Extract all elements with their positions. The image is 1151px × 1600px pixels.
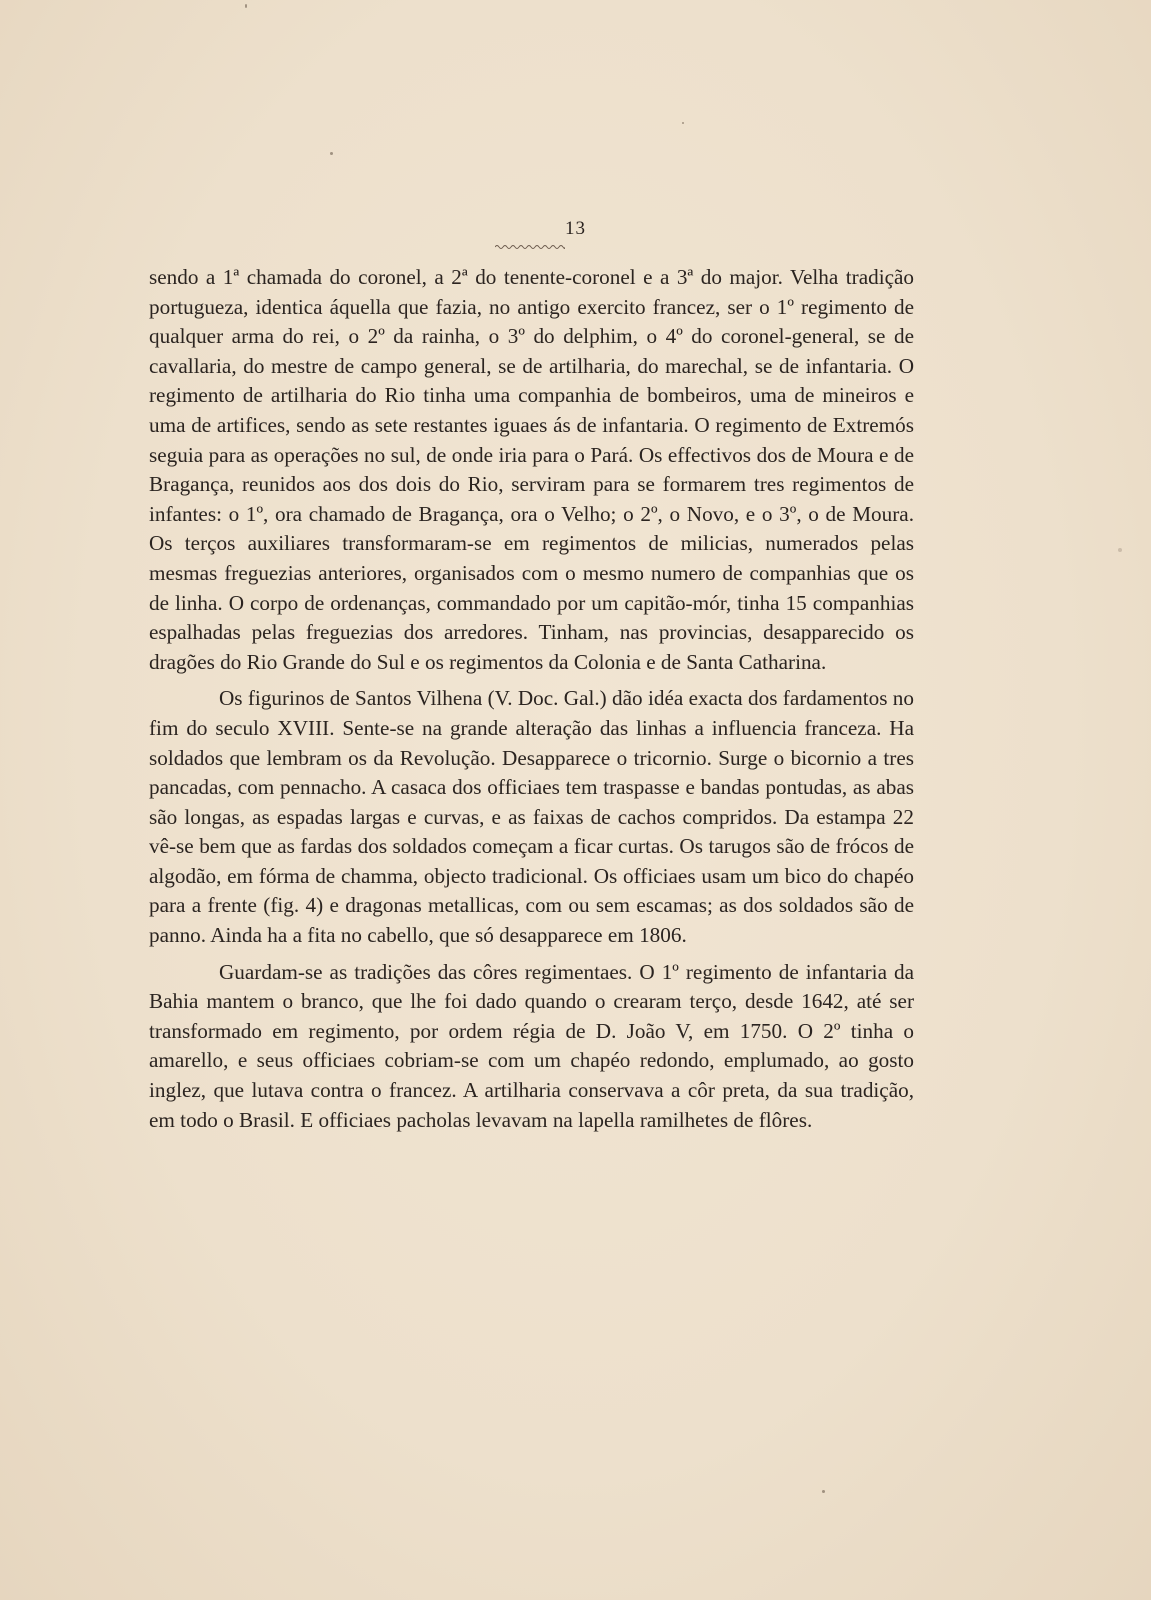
paper-speck — [682, 122, 684, 124]
paragraph-2: Os figurinos de Santos Vilhena (V. Doc. Gal.) dão idéa exacta dos fardamentos no fim do seculo XVIII. Sente-se na grande alteração das linhas a influencia franceza. Ha soldados que lembram os da Revolução. Desapparece o tricornio. Surge o bicornio a tres pancadas, com pennacho. A casaca dos officiaes tem traspasse e bandas pontudas, as abas são longas, as espadas largas e curvas, e as faixas de cachos compridos. Da estampa 22 vê-se bem que as fardas dos soldados começam a ficar curtas. Os tarugos são de frócos de algodão, em fórma de chamma, objecto tradicional. Os officiaes usam um bico do chapéo para a frente (fig. 4) e dragonas metallicas, com ou sem escamas; as dos soldados são de panno. Ainda ha a fita no cabello, que só desapparece em 1806. — [149, 686, 914, 948]
paper-speck — [822, 1490, 825, 1493]
page-number: 13 — [565, 218, 586, 239]
paragraph-3: Guardam-se as tradições das côres regimentaes. O 1º regimento de infantaria da Bahia mantem o branco, que lhe foi dado quando o crearam terço, desde 1642, até ser transformado em regimento, por ordem régia de D. João V, em 1750. O 2º tinha o amarello, e seus officiaes cobriam-se com um chapéo redondo, emplumado, ao gosto inglez, que lutava contra o francez. A artilharia conservava a côr preta, da sua tradição, em todo o Brasil. E officiaes pacholas levavam na lapella ramilhetes de flôres. — [149, 959, 914, 1132]
body-text — [149, 263, 914, 1142]
paper-speck — [245, 4, 247, 8]
paper-speck — [330, 152, 333, 155]
paragraph-1: sendo a 1ª chamada do coronel, a 2ª do tenente-coronel e a 3ª do major. Velha tradição portugueza, identica áquella que fazia, no antigo exercito francez, ser o 1º regimento de qualquer arma do rei, o 2º da rainha, o 3º do delphim, o 4º do coronel-general, se de cavallaria, do mestre de campo general, se de artilharia, do marechal, se de infantaria. O regimento de artilharia do Rio tinha uma companhia de bombeiros, uma de mineiros e uma de artifices, sendo as sete restantes iguaes ás de infantaria. O regimento de Extremós seguia para as operações no sul, de onde iria para o Pará. Os effectivos dos de Moura e de Bragança, reunidos aos dos dois do Rio, serviram para se formarem tres regimentos de infantes: o 1º, ora chamado de Bragança, ora o Velho; o 2º, o Novo, e o 3º, o de Moura. Os terços auxiliares transformaram-se em regimentos de milicias, numerados pelas mesmas freguezias anteriores, organisados com o mesmo numero de companhias que os de linha. O corpo de ordenanças, commandado por um capitão-mór, tinha 15 companhias espalhadas pelas freguezias dos arredores. Tinham, nas provincias, desapparecido os dragões do Rio Grande do Sul e os regimentos da Colonia e de Santa Catharina. — [149, 265, 914, 674]
paper-speck — [1118, 548, 1122, 552]
decorative-wavy-rule — [495, 244, 565, 250]
